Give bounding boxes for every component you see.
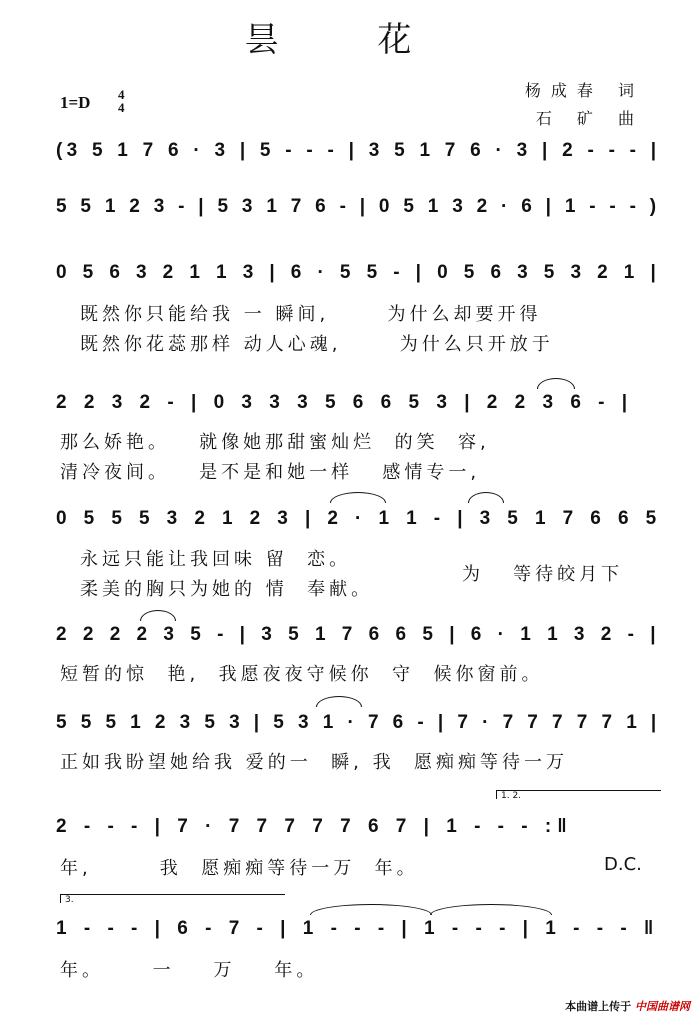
slur	[140, 610, 176, 621]
score-line-7	[56, 712, 660, 752]
composer-credit: 石 矿 曲	[535, 109, 644, 128]
lyric-line-4-verse-1: 那么娇艳。 就像她那甜蜜灿烂 的笑 容,	[60, 432, 490, 453]
lyric-line-9: 年。 一 万 年。	[60, 960, 319, 981]
time-signature: 4 4	[118, 87, 125, 115]
notes-line-7: 5 5 5 1 2 3 5 3 | 5 3 1 · 7 6 - | 7 · 7 7 7 7 7 1 |	[56, 712, 661, 733]
slur	[310, 904, 432, 915]
score-line-2	[56, 196, 660, 236]
lyric-line-3-verse-1: 既然你只能给我 一 瞬间, 为什么却要开得	[80, 304, 542, 325]
lyric-line-5-verse-1: 永远只能让我回味 留 恋。	[80, 549, 352, 570]
volta-3: 3.	[60, 894, 285, 903]
notes-line-9: 1 - - - | 6 - 7 - | 1 - - - | 1 - - - | 1 - - - ‖	[56, 918, 660, 939]
slur	[537, 378, 575, 389]
lyricist-credit: 杨成春 词	[524, 81, 644, 100]
notes-line-4: 2 2 3 2 - | 0 3 3 3 5 6 6 5 3 | 2 2 3 6 - |	[56, 392, 634, 413]
score-line-4	[56, 392, 660, 432]
score-line-6	[56, 624, 660, 664]
score-line-5	[56, 508, 663, 548]
lyric-line-6: 短暂的惊 艳, 我愿夜夜守候你 守 候你窗前。	[60, 664, 544, 685]
notes-line-2: 5 5 1 2 3 - | 5 3 1 7 6 - | 0 5 1 3 2 · 6 | 1 - - - )	[56, 196, 661, 217]
key-signature: 1=D	[60, 93, 91, 112]
score-line-8	[56, 816, 660, 856]
slur	[330, 492, 386, 503]
score-line-1	[56, 140, 660, 180]
lyric-line-5-verse-2: 柔美的胸只为她的 情 奉献。	[80, 579, 374, 600]
da-capo: D.C.	[604, 854, 642, 875]
notes-line-6: 2 2 2 2 3 5 - | 3 5 1 7 6 6 5 | 6 · 1 1 3 2 - |	[56, 624, 662, 645]
site-logo[interactable]: 中国曲谱网	[635, 1000, 690, 1013]
lyric-line-8: 年, 我 愿痴痴等待一万 年。	[60, 858, 419, 879]
lyric-line-4-verse-2: 清冷夜间。 是不是和她一样 感情专一,	[60, 462, 481, 483]
score-line-9	[56, 918, 660, 958]
notes-line-8: 2 - - - | 7 · 7 7 7 7 7 6 7 | 1 - - - :‖	[56, 816, 573, 837]
notes-line-1: (3 5 1 7 6 · 3 | 5 - - - | 3 5 1 7 6 · 3 | 2 - - - |	[56, 140, 661, 161]
footer	[565, 998, 690, 1014]
lyric-line-5-shared: 为 等待皎月下	[462, 564, 624, 585]
volta-1-2: 1. 2.	[496, 790, 661, 799]
slur	[316, 696, 362, 707]
score-line-3	[56, 262, 660, 302]
slur	[468, 492, 504, 503]
slur	[430, 904, 552, 915]
lyric-line-7: 正如我盼望她给我 爱的一 瞬, 我 愿痴痴等待一万	[60, 752, 569, 773]
notes-line-3: 0 5 6 3 2 1 1 3 | 6 · 5 5 - | 0 5 6 3 5 3 2 1 |	[56, 262, 662, 283]
song-title: 昙 花	[244, 20, 456, 60]
footer-text: 本曲谱上传于	[565, 1000, 632, 1013]
lyric-line-3-verse-2: 既然你花蕊那样 动人心魂, 为什么只开放于	[80, 334, 554, 355]
notes-line-5: 0 5 5 5 3 2 1 2 3 | 2 · 1 1 - | 3 5 1 7 6 6 5	[56, 508, 663, 529]
